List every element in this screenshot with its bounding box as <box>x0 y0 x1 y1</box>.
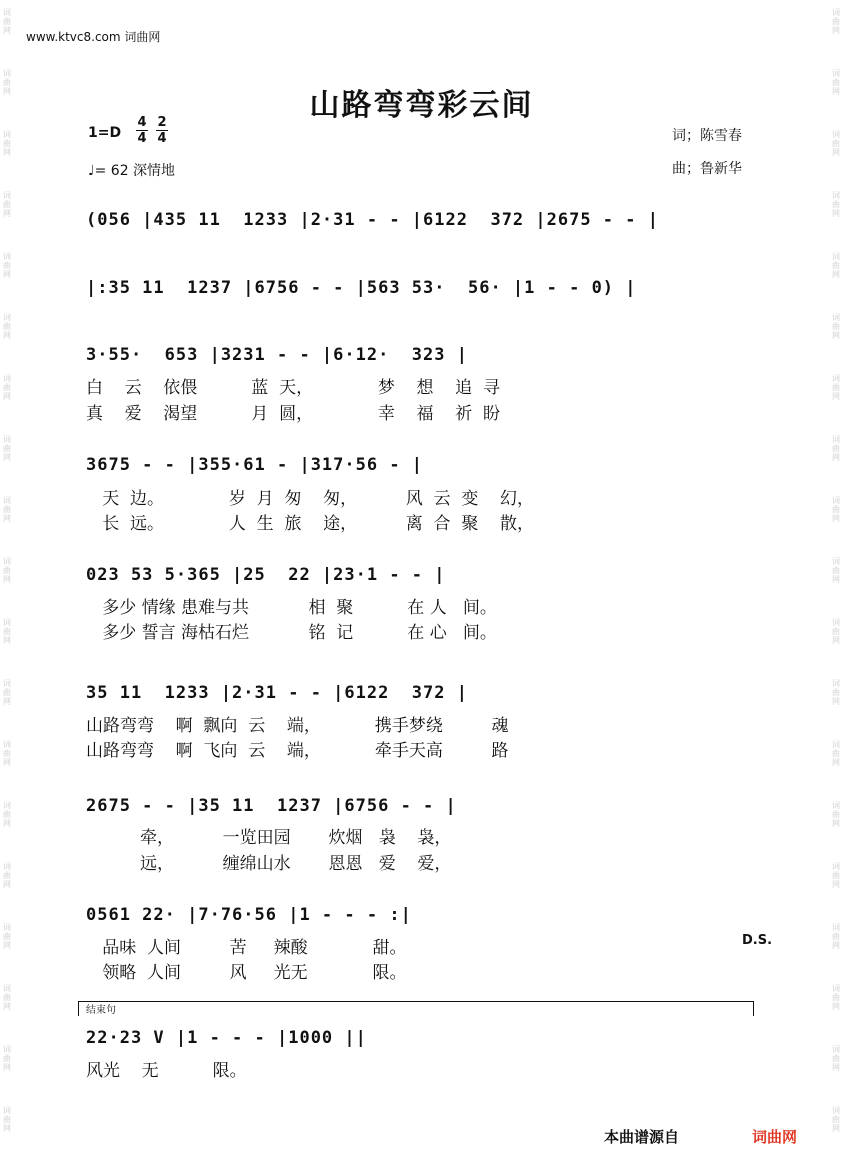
watermark-strip-text: 词 曲 网 <box>832 8 840 35</box>
watermark-strip-text: 词 曲 网 <box>832 557 840 584</box>
watermark-strip-text: 词 曲 网 <box>832 435 840 462</box>
ending-bracket <box>78 1001 754 1016</box>
watermark-strip-text: 词 曲 网 <box>3 130 11 157</box>
lyric-row-6-verse-2: 山路弯弯 啊 飞向 云 端， 牵手天高 路 <box>86 741 509 761</box>
score-row-4: 3675 - - |355·61 - |317·56 - | <box>86 455 424 475</box>
watermark-strip-text: 词 曲 网 <box>832 740 840 767</box>
watermark-strip-text: 词 曲 网 <box>3 496 11 523</box>
watermark-strip-text: 词 曲 网 <box>3 374 11 401</box>
watermark-strip-text: 词 曲 网 <box>3 69 11 96</box>
time-signature-4-4: 4 4 <box>137 115 147 146</box>
watermark-strip-text: 词 曲 网 <box>832 1045 840 1072</box>
watermark-strip-text: 词 曲 网 <box>3 862 11 889</box>
watermark-strip-text: 词 曲 网 <box>3 313 11 340</box>
site-url[interactable]: www.ktvc8.com 词曲网 <box>26 30 161 44</box>
watermark-strip-text: 词 曲 网 <box>3 191 11 218</box>
lyricist-credit: 词；陈雪春 <box>672 128 742 144</box>
ending-label: 结束句 <box>86 1005 116 1016</box>
watermark-strip-text: 词 曲 网 <box>3 1106 11 1133</box>
left-watermark-strip <box>0 0 14 1172</box>
watermark-strip-text: 词 曲 网 <box>832 130 840 157</box>
lyric-row-8-verse-1: 品味 人间 苦 辣酸 甜。 <box>86 938 407 958</box>
watermark-strip-text: 词 曲 网 <box>3 435 11 462</box>
watermark-strip-text: 词 曲 网 <box>3 557 11 584</box>
watermark-strip-text: 词 曲 网 <box>832 923 840 950</box>
lyric-row-6-verse-1: 山路弯弯 啊 飘向 云 端， 携手梦绕 魂 <box>86 716 509 736</box>
lyric-row-4-verse-2: 长 远。 人 生 旅 途， 离 合 聚 散， <box>86 514 534 534</box>
watermark-strip-text: 词 曲 网 <box>3 984 11 1011</box>
score-row-8: 0561 22· |7·76·56 |1 - - - :| <box>86 905 412 925</box>
time-signature-2-4: 2 4 <box>157 115 167 146</box>
footer-brand-link[interactable]: 词曲网 <box>752 1128 798 1146</box>
ds-mark: D.S. <box>742 933 773 948</box>
watermark-strip-text: 词 曲 网 <box>832 374 840 401</box>
watermark-strip-text: 词 曲 网 <box>832 191 840 218</box>
lyric-row-7-verse-1: 牵， 一览田园 炊烟 袅 袅， <box>86 828 452 848</box>
watermark-strip-text: 词 曲 网 <box>3 618 11 645</box>
watermark-strip-text: 词 曲 网 <box>832 984 840 1011</box>
score-row-1: (056 |435 11 1233 |2·31 - - |6122 372 |2675 - - | <box>86 210 659 230</box>
watermark-strip-text: 词 曲 网 <box>3 679 11 706</box>
watermark-strip-text: 词 曲 网 <box>3 252 11 279</box>
lyric-row-7-verse-2: 远， 缠绵山水 恩恩 爱 爱， <box>86 854 452 874</box>
watermark-strip-text: 词 曲 网 <box>832 1106 840 1133</box>
watermark-strip-text: 词 曲 网 <box>832 679 840 706</box>
watermark-strip-text: 词 曲 网 <box>832 496 840 523</box>
watermark-strip-text: 词 曲 网 <box>832 313 840 340</box>
right-watermark-strip <box>829 0 843 1172</box>
lyric-row-3-verse-2: 真 爱 渴望 月 圆， 幸 福 祈 盼 <box>86 404 500 424</box>
score-row-2: |:35 11 1237 |6756 - - |563 53· 56· |1 - - 0) | <box>86 278 637 298</box>
lyric-row-5-verse-1: 多少 情缘 患难与共 相 聚 在 人 间。 <box>86 598 497 618</box>
ending-lyrics: 风光 无 限。 <box>86 1061 247 1081</box>
score-row-3: 3·55· 653 |3231 - - |6·12· 323 | <box>86 345 468 365</box>
watermark-strip-text: 词 曲 网 <box>832 69 840 96</box>
watermark-strip-text: 词 曲 网 <box>832 252 840 279</box>
watermark-strip-text: 词 曲 网 <box>3 923 11 950</box>
watermark-strip-text: 词 曲 网 <box>3 740 11 767</box>
watermark-strip-text: 词 曲 网 <box>3 1045 11 1072</box>
composer-credit: 曲；鲁新华 <box>672 161 742 177</box>
watermark-strip-text: 词 曲 网 <box>832 618 840 645</box>
song-title: 山路弯弯彩云间 <box>309 88 534 123</box>
lyric-row-5-verse-2: 多少 誓言 海枯石烂 铭 记 在 心 间。 <box>86 623 497 643</box>
lyric-row-4-verse-1: 天 边。 岁 月 匆 匆， 风 云 变 幻， <box>86 489 534 509</box>
watermark-strip-text: 词 曲 网 <box>832 801 840 828</box>
ending-notes: 22·23 V |1 - - - |1000 || <box>86 1028 367 1048</box>
watermark-strip-text: 词 曲 网 <box>3 8 11 35</box>
score-row-7: 2675 - - |35 11 1237 |6756 - - | <box>86 796 457 816</box>
key-signature: 1=D <box>88 125 122 141</box>
footer-source-text: 本曲谱源自 <box>604 1128 680 1146</box>
score-row-5: 023 53 5·365 |25 22 |23·1 - - | <box>86 565 446 585</box>
lyric-row-3-verse-1: 白 云 依偎 蓝 天， 梦 想 追 寻 <box>86 378 500 398</box>
lyric-row-8-verse-2: 领略 人间 风 光无 限。 <box>86 963 407 983</box>
watermark-strip-text: 词 曲 网 <box>3 801 11 828</box>
tempo-marking: ♩= 62 深情地 <box>88 163 176 179</box>
score-row-6: 35 11 1233 |2·31 - - |6122 372 | <box>86 683 468 703</box>
watermark-strip-text: 词 曲 网 <box>832 862 840 889</box>
